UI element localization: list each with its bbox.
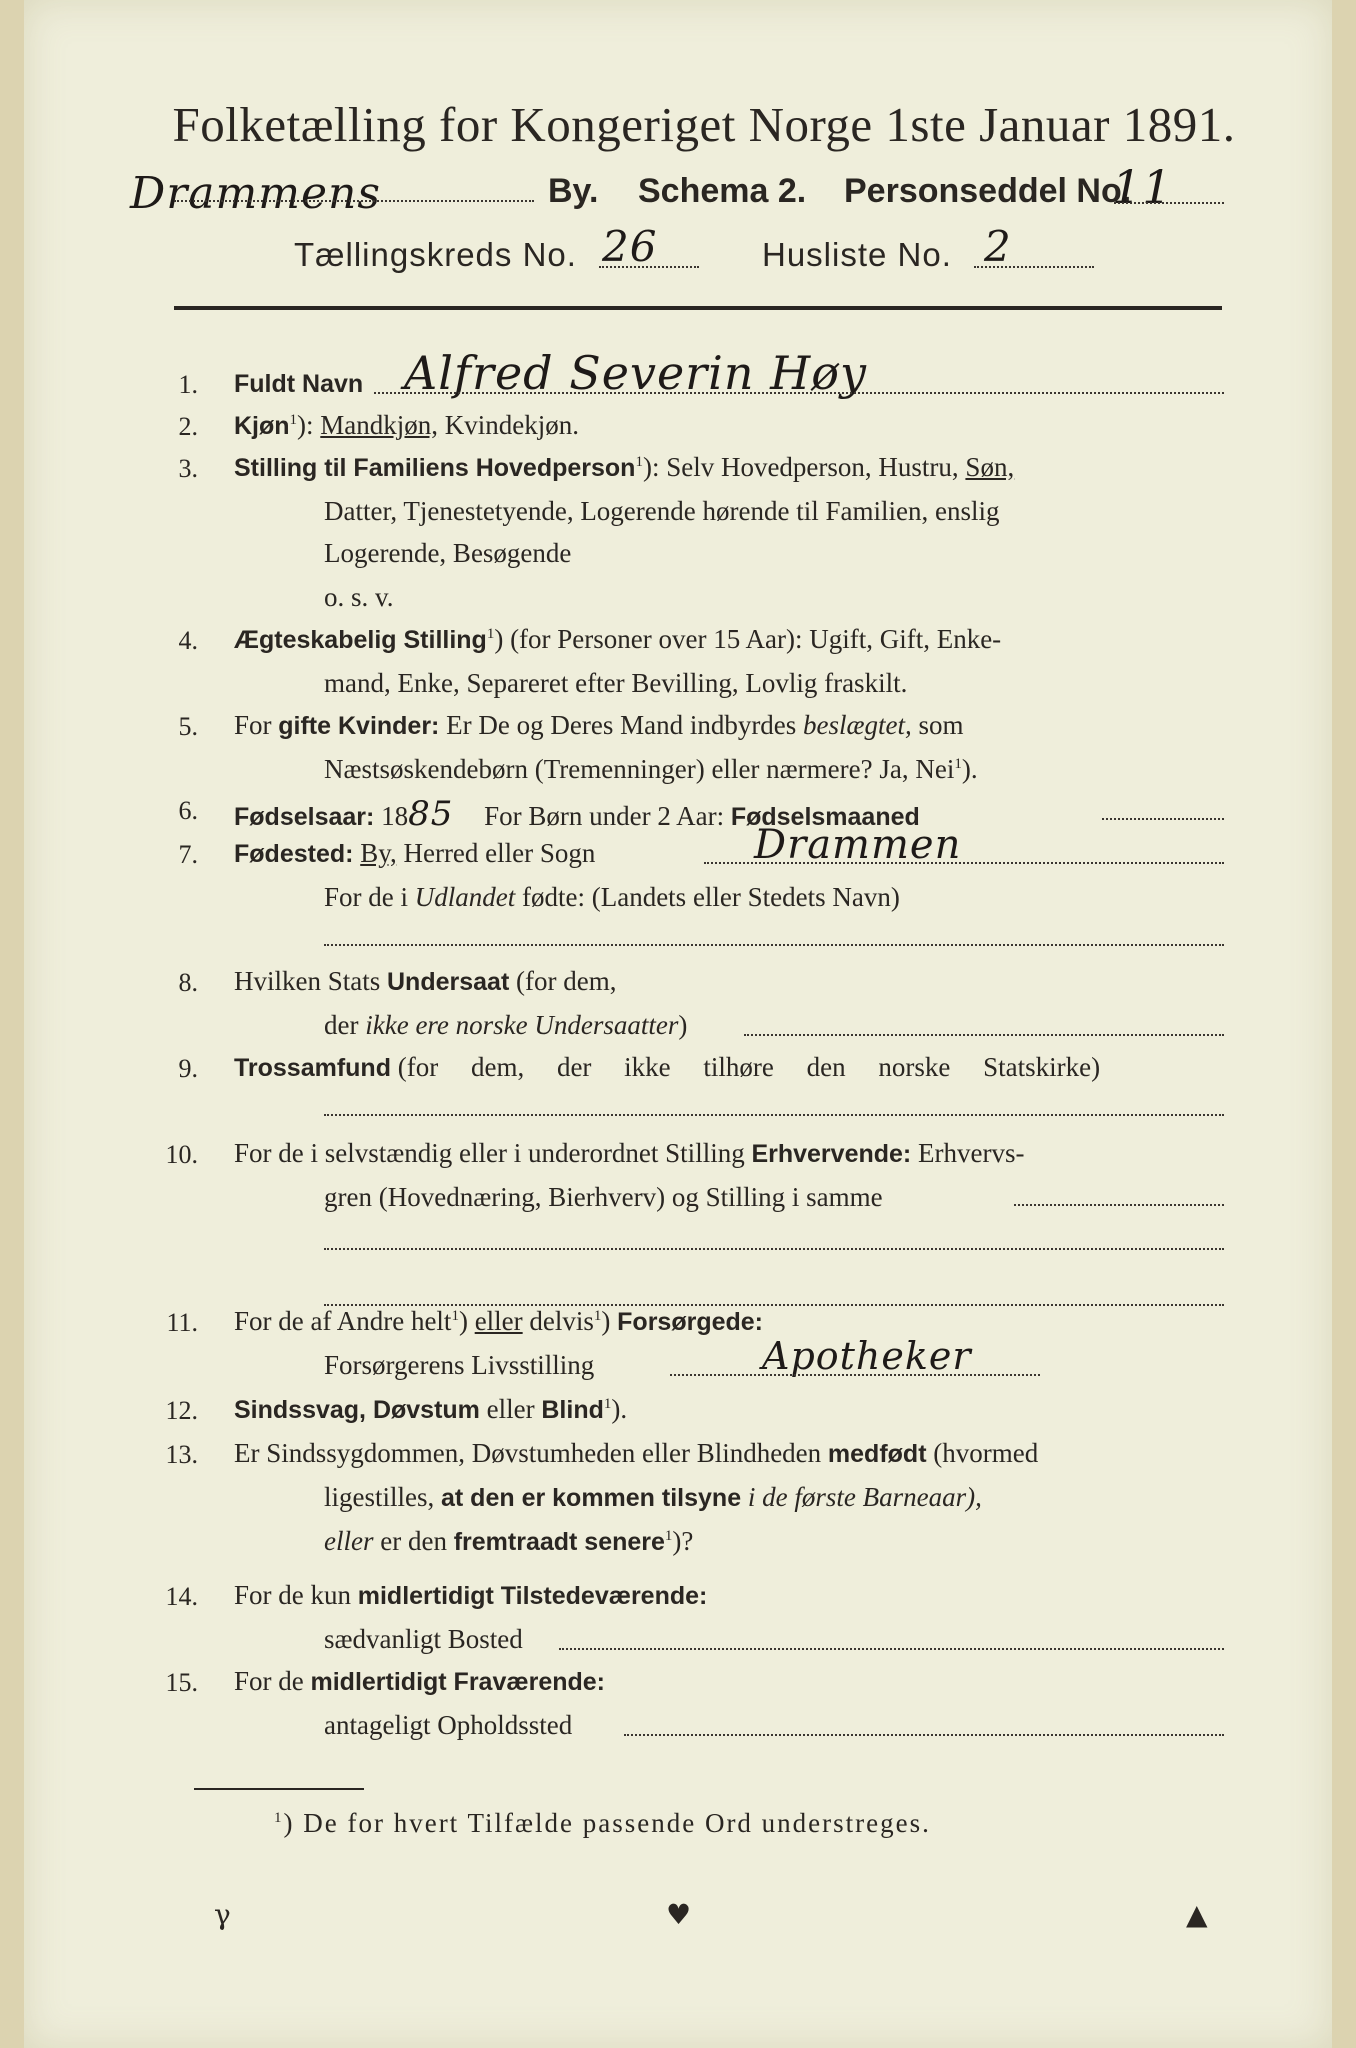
item-number: 12.	[165, 1396, 198, 1425]
corner-mark-icon: ▲	[1186, 1898, 1208, 1931]
tilstede-line-2: sædvanligt Bosted	[324, 1624, 523, 1654]
fravaerende-line-1	[234, 1666, 605, 1697]
udlandet-dotline	[324, 944, 1224, 946]
undersaat-dotline	[744, 1034, 1224, 1036]
footnote-ref: 1	[603, 1396, 612, 1412]
item-number: 7.	[178, 840, 198, 869]
item-number: 6.	[178, 796, 198, 825]
footnote-ref: 1	[486, 626, 495, 642]
eller-text: eller	[486, 1394, 535, 1424]
item-number: 11.	[166, 1308, 198, 1337]
husliste-number: 2	[984, 222, 1012, 271]
form-title: Folketælling for Kongeriget Norge 1ste Januar 1891.	[172, 97, 1236, 152]
kjon-line	[234, 410, 579, 441]
husliste-dotline	[974, 266, 1094, 268]
forsorger-dotline	[670, 1374, 1040, 1376]
bosted-dotline	[559, 1648, 1224, 1650]
medfodt-label: medfødt	[827, 1440, 927, 1468]
sindssvag-end: ).	[611, 1394, 628, 1424]
stilling-line-1	[234, 452, 1014, 483]
gifte-som: som	[918, 710, 964, 740]
footnote-ref: 1	[451, 1308, 459, 1324]
fodselsmaaned-dotline	[1102, 818, 1224, 820]
fodselsaar-label: Fødselsaar:	[234, 803, 375, 831]
fravaerende-pre: For de	[234, 1666, 304, 1696]
footnote-ref: 1	[954, 756, 962, 772]
center-mark-icon: ♥	[666, 1898, 692, 1931]
corner-mark-icon: γ	[214, 1898, 231, 1931]
gifte-line-1	[234, 710, 964, 741]
paren: )	[601, 1306, 611, 1336]
item-number: 10.	[165, 1140, 198, 1169]
udlandet-text: fødte: (Landets eller Stedets Navn)	[522, 882, 900, 912]
full-name-handwritten: Alfred Severin Høy	[404, 346, 867, 400]
item-number: 13.	[165, 1440, 198, 1469]
kreds-dotline	[599, 266, 699, 268]
blind-label: Blind	[541, 1396, 604, 1424]
footnote-text: ) De for hvert Tilfælde passende Ord understreges.	[283, 1808, 931, 1838]
stilling-line-2: Datter, Tjenestetyende, Logerende hørende til Familien, enslig	[324, 496, 1000, 526]
schema-label: Schema 2.	[638, 172, 807, 210]
footnote-ref: 1	[593, 1308, 602, 1324]
delvis-text: delvis	[529, 1306, 594, 1336]
eller-italic: eller	[324, 1526, 374, 1556]
opholdssted-dotline	[624, 1734, 1224, 1736]
fodested-line-1	[234, 838, 595, 869]
item-number: 2.	[178, 412, 198, 441]
eller-option-selected: eller	[474, 1306, 523, 1336]
footnote-ref: 1	[289, 412, 298, 428]
medfodt-line-2	[324, 1482, 982, 1513]
udlandet-italic: Udlandet	[414, 882, 516, 912]
tilstede-pre: For de kun	[234, 1580, 351, 1610]
kjon-label: Kjøn	[234, 412, 290, 440]
gifte-question-2: Næstsøskendebørn (Tremenninger) eller nærmere? Ja, Nei	[324, 754, 955, 784]
header-rule	[174, 306, 1222, 310]
personseddel-number: 11	[1112, 160, 1173, 214]
kreds-label: Tællingskreds No.	[294, 236, 577, 273]
fremtraadt-label: fremtraadt senere	[453, 1528, 665, 1556]
fravaerende-label: midlertidigt Fraværende:	[310, 1668, 605, 1696]
tilstede-line-1	[234, 1580, 707, 1611]
fodested-label: Fødested:	[234, 840, 354, 868]
footnote	[274, 1808, 931, 1839]
medfodt-question: Er Sindssygdommen, Døvstumheden eller Blindheden	[234, 1438, 822, 1468]
barneaar-italic: i de første Barneaar),	[747, 1482, 982, 1512]
husliste-label: Husliste No.	[762, 236, 952, 273]
tilsyne-text: at den er kommen tilsyne	[441, 1484, 742, 1512]
item-number: 15.	[165, 1668, 198, 1697]
footnote-ref: 1	[635, 454, 643, 470]
son-option-selected: Søn,	[965, 452, 1015, 482]
birthplace-dotline	[704, 862, 1224, 864]
mandkjon-option-selected: Mandkjøn,	[320, 410, 439, 440]
undersaat-line-2	[324, 1010, 687, 1041]
erhverv-text: For de i selvstændig eller i underordnet Stilling	[234, 1138, 745, 1168]
erhverv-line-2: gren (Hovednæring, Bierhverv) og Stilling i samme	[324, 1182, 883, 1212]
birth-year-handwritten: 85	[408, 794, 454, 834]
sindssvag-line	[234, 1394, 627, 1425]
medfodt-end: )?	[672, 1526, 694, 1556]
item-number: 1.	[178, 370, 198, 399]
trossamfund-text: (for dem, der ikke tilhøre den norske Statskirke)	[397, 1052, 1101, 1082]
footnote-sup: 1	[274, 1810, 284, 1826]
aegteskab-line-2: mand, Enke, Separeret efter Bevilling, Lovlig fraskilt.	[324, 668, 908, 698]
kjon-colon: ):	[297, 410, 314, 440]
aegteskab-options-1: ) (for Personer over 15 Aar): Ugift, Gift, Enke-	[494, 624, 1002, 654]
forsorgede-line-1	[234, 1306, 763, 1337]
birthplace-handwritten: Drammen	[754, 822, 962, 868]
paren: )	[458, 1306, 468, 1336]
erhverv-dotline-2	[324, 1248, 1224, 1250]
fravaerende-line-2: antageligt Opholdssted	[324, 1710, 573, 1740]
provider-occupation-handwritten: Apotheker	[762, 1334, 972, 1378]
erhverv-dotline-1	[1014, 1204, 1224, 1206]
medfodt-line-1	[234, 1438, 1038, 1469]
kreds-number: 26	[602, 222, 658, 271]
forsorgede-helt: For de af Andre helt	[234, 1306, 452, 1336]
item-number: 9.	[178, 1054, 198, 1083]
undersaat-label: Undersaat	[387, 968, 510, 996]
forsorgede-label: Forsørgede:	[617, 1308, 764, 1336]
footnote-rule	[194, 1788, 364, 1790]
undersaat-der: der	[324, 1010, 359, 1040]
city-handwritten: Drammens	[130, 168, 381, 219]
city-dotline	[174, 200, 534, 202]
trossamfund-dotline	[324, 1114, 1224, 1116]
ligestilles-text: ligestilles,	[324, 1482, 435, 1512]
undersaat-close: )	[678, 1010, 688, 1040]
year-prefix: 18	[381, 801, 409, 831]
name-dotline	[374, 392, 1224, 394]
tilstedevaerende-label: midlertidigt Tilstedeværende:	[357, 1582, 708, 1610]
fuldt-navn-label: Fuldt Navn	[234, 370, 364, 398]
footnote-ref: 1	[664, 1528, 673, 1544]
item-number: 4.	[178, 626, 198, 655]
gifte-line-2	[324, 754, 978, 785]
trossamfund-line	[234, 1052, 1100, 1083]
undersaat-pre: Hvilken Stats	[234, 966, 381, 996]
personseddel-label: Personseddel No.	[844, 172, 1132, 210]
fodselsmaaned-label: Fødselsmaaned	[730, 803, 920, 831]
fodested-line-2	[324, 882, 900, 913]
sindssvag-label: Sindssvag, Døvstum	[234, 1396, 480, 1424]
medfodt-line-3	[324, 1526, 693, 1557]
forsorgede-line-2: Forsørgerens Livsstilling	[324, 1350, 595, 1380]
er-den-text: er den	[380, 1526, 447, 1556]
stilling-label: Stilling til Familiens Hovedperson	[234, 454, 636, 482]
gifte-question: Er De og Deres Mand indbyrdes	[446, 710, 797, 740]
aegteskab-line-1	[234, 624, 1001, 655]
stilling-line-3: Logerende, Besøgende	[324, 538, 572, 568]
udlandet-pre: For de i	[324, 882, 408, 912]
stilling-line-4: o. s. v.	[324, 582, 394, 612]
item-number: 14.	[165, 1582, 198, 1611]
gifte-end: ).	[961, 754, 978, 784]
undersaat-italic: ikke ere norske Undersaatter	[365, 1010, 679, 1040]
stilling-options-1: ): Selv Hovedperson, Hustru,	[642, 452, 959, 482]
trossamfund-label: Trossamfund	[234, 1054, 391, 1082]
born-under-2-text: For Børn under 2 Aar:	[484, 801, 725, 831]
undersaat-post: (for dem,	[516, 966, 617, 996]
census-form	[24, 0, 1332, 2048]
hvormed-text: (hvormed	[933, 1438, 1039, 1468]
gifte-kvinder-label: gifte Kvinder:	[278, 712, 440, 740]
aegteskab-label: Ægteskabelig Stilling	[234, 626, 487, 654]
erhvervende-label: Erhvervende:	[751, 1140, 912, 1168]
item-number: 8.	[178, 968, 198, 997]
gifte-pre: For	[234, 710, 272, 740]
erhverv-line-1	[234, 1138, 1024, 1169]
item-number: 5.	[178, 712, 198, 741]
by-option-selected: By,	[360, 838, 397, 868]
item-number: 3.	[178, 454, 198, 483]
beslaegtet-italic: beslægtet,	[803, 710, 912, 740]
undersaat-line-1	[234, 966, 616, 997]
erhvervs-hyphen: Erhvervs-	[918, 1138, 1025, 1168]
personseddel-dotline	[1114, 202, 1224, 204]
kvindekjon-option: Kvindekjøn.	[444, 410, 580, 440]
fodested-options: Herred eller Sogn	[403, 838, 596, 868]
by-label: By.	[548, 172, 599, 210]
